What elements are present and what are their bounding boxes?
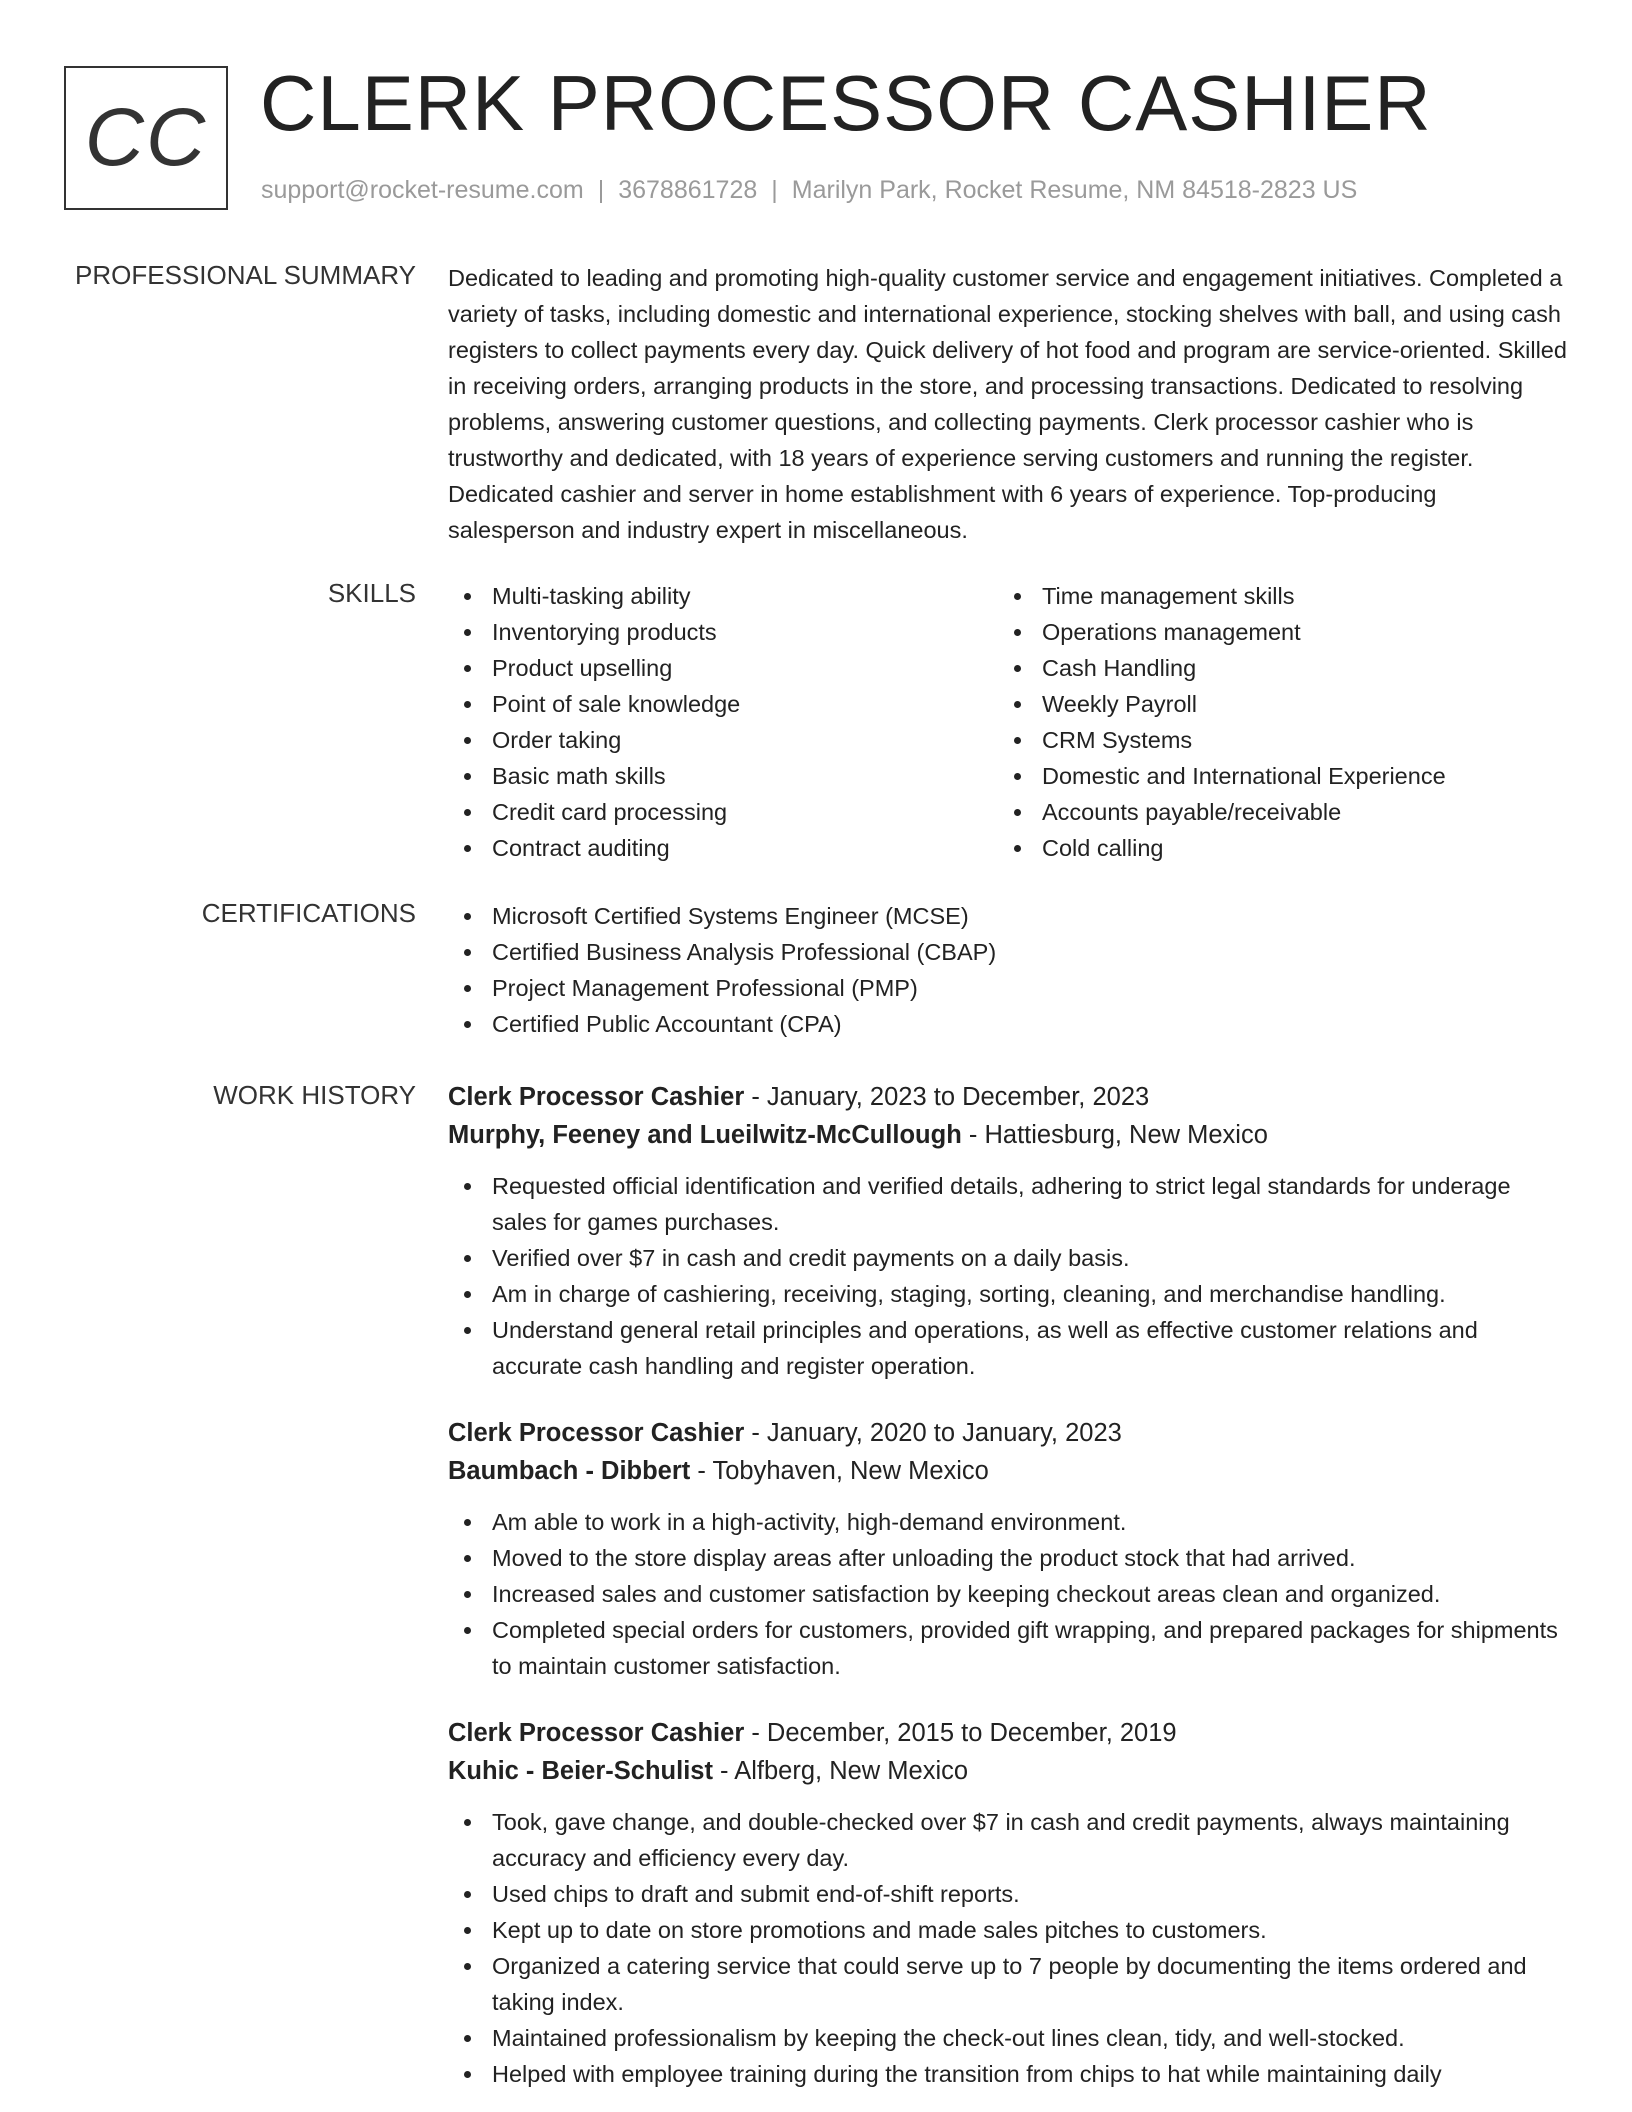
list-item: Increased sales and customer satisfaction by keeping checkout areas clean and organized.	[448, 1576, 1568, 1612]
job-company: Kuhic - Beier-Schulist	[448, 1757, 713, 1785]
job-entry	[448, 1414, 1568, 1684]
list-item: Time management skills	[998, 578, 1548, 614]
job-company-line: Murphy, Feeney and Lueilwitz-McCullough - Hattiesburg, New Mexico	[448, 1121, 1268, 1149]
list-item: Kept up to date on store promotions and made sales pitches to customers.	[448, 1912, 1568, 1948]
list-item: Moved to the store display areas after unloading the product stock that had arrived.	[448, 1540, 1568, 1576]
list-item: Credit card processing	[448, 794, 998, 830]
job-location: Hattiesburg, New Mexico	[984, 1121, 1268, 1149]
job-entry	[448, 1078, 1568, 1384]
job-title-line: Clerk Processor Cashier - December, 2015 to December, 2019	[448, 1719, 1177, 1747]
job-title: Clerk Processor Cashier	[448, 1719, 745, 1747]
job-bullets	[448, 1504, 1568, 1684]
job-company: Murphy, Feeney and Lueilwitz-McCullough	[448, 1121, 962, 1149]
list-item: Project Management Professional (PMP)	[448, 970, 1568, 1006]
list-item: Order taking	[448, 722, 998, 758]
job-dates: December, 2015 to December, 2019	[766, 1719, 1177, 1747]
list-item: Microsoft Certified Systems Engineer (MCSE)	[448, 898, 1568, 934]
job-location: Tobyhaven, New Mexico	[712, 1457, 989, 1485]
list-item: Point of sale knowledge	[448, 686, 998, 722]
job-bullets	[448, 1168, 1568, 1384]
contact-address: Marilyn Park, Rocket Resume, NM 84518-2823 US	[791, 176, 1358, 204]
job-location: Alfberg, New Mexico	[734, 1757, 969, 1785]
list-item: Am able to work in a high-activity, high-demand environment.	[448, 1504, 1568, 1540]
list-item: Took, gave change, and double-checked over $7 in cash and credit payments, always maintaining accuracy and efficiency every day.	[448, 1804, 1568, 1876]
certifications-label: CERTIFICATIONS	[201, 898, 416, 928]
list-item: Am in charge of cashiering, receiving, staging, sorting, cleaning, and merchandise handling.	[448, 1276, 1568, 1312]
list-item: Requested official identification and verified details, adhering to strict legal standards for underage sales for games purchases.	[448, 1168, 1568, 1240]
list-item: Contract auditing	[448, 830, 998, 866]
contact-phone: 3678861728	[618, 176, 758, 204]
list-item: Certified Public Accountant (CPA)	[448, 1006, 1568, 1042]
list-item: Product upselling	[448, 650, 998, 686]
list-item: Domestic and International Experience	[998, 758, 1548, 794]
list-item: Operations management	[998, 614, 1548, 650]
contact-separator: |	[771, 176, 778, 204]
contact-separator: |	[597, 176, 605, 204]
list-item: Organized a catering service that could serve up to 7 people by documenting the items ordered and taking index.	[448, 1948, 1568, 2020]
job-dates: January, 2023 to December, 2023	[766, 1083, 1150, 1111]
list-item: Basic math skills	[448, 758, 998, 794]
resume-name: CLERK PROCESSOR CASHIER	[260, 59, 1432, 147]
skills-list-right	[998, 578, 1548, 866]
list-item: Inventorying products	[448, 614, 998, 650]
skills-label: SKILLS	[327, 578, 416, 608]
certifications-list	[448, 898, 1568, 1042]
job-title-line: Clerk Processor Cashier - January, 2023 to December, 2023	[448, 1083, 1150, 1111]
list-item: Multi-tasking ability	[448, 578, 998, 614]
list-item: Weekly Payroll	[998, 686, 1548, 722]
summary-label: PROFESSIONAL SUMMARY	[75, 260, 416, 290]
job-title-line: Clerk Processor Cashier - January, 2020 to January, 2023	[448, 1419, 1122, 1447]
list-item: Certified Business Analysis Professional (CBAP)	[448, 934, 1568, 970]
list-item: Verified over $7 in cash and credit payments on a daily basis.	[448, 1240, 1568, 1276]
list-item: CRM Systems	[998, 722, 1548, 758]
job-title: Clerk Processor Cashier	[448, 1083, 745, 1111]
job-company: Baumbach - Dibbert	[448, 1457, 691, 1485]
monogram-logo	[64, 66, 228, 210]
skills-list-left	[448, 578, 998, 866]
job-bullets	[448, 1804, 1568, 2092]
work-history-label: WORK HISTORY	[213, 1080, 416, 1110]
contact-email: support@rocket-resume.com	[261, 176, 584, 204]
contact-line	[261, 176, 1357, 205]
list-item: Used chips to draft and submit end-of-shift reports.	[448, 1876, 1568, 1912]
list-item: Completed special orders for customers, provided gift wrapping, and prepared packages for shipments to maintain customer satisfaction.	[448, 1612, 1568, 1684]
job-entry	[448, 1714, 1568, 2092]
list-item: Understand general retail principles and operations, as well as effective customer relations and accurate cash handling and register operation.	[448, 1312, 1568, 1384]
job-company-line: Kuhic - Beier-Schulist - Alfberg, New Mexico	[448, 1757, 969, 1785]
list-item: Accounts payable/receivable	[998, 794, 1548, 830]
list-item: Cold calling	[998, 830, 1548, 866]
job-company-line: Baumbach - Dibbert - Tobyhaven, New Mexico	[448, 1457, 989, 1485]
list-item: Cash Handling	[998, 650, 1548, 686]
summary-text: Dedicated to leading and promoting high-quality customer service and engagement initiatives. Completed a variety of tasks, including domestic and international experience, stocking shelves with ball, and using cash registers to collect payments every day. Quick delivery of hot food and program are service-oriented. Skilled in receiving orders, arranging products in the store, and processing transactions. Dedicated to resolving problems, answering customer questions, and collecting payments. Clerk processor cashier who is trustworthy and dedicated, with 18 years of experience serving customers and running the register. Dedicated cashier and server in home establishment with 6 years of experience. Top-producing salesperson and industry expert in miscellaneous.	[448, 265, 1567, 543]
job-title: Clerk Processor Cashier	[448, 1419, 745, 1447]
list-item: Maintained professionalism by keeping the check-out lines clean, tidy, and well-stocked.	[448, 2020, 1568, 2056]
monogram-initials: CC	[84, 92, 208, 183]
job-dates: January, 2020 to January, 2023	[766, 1419, 1122, 1447]
list-item: Helped with employee training during the transition from chips to hat while maintaining daily	[448, 2056, 1568, 2092]
